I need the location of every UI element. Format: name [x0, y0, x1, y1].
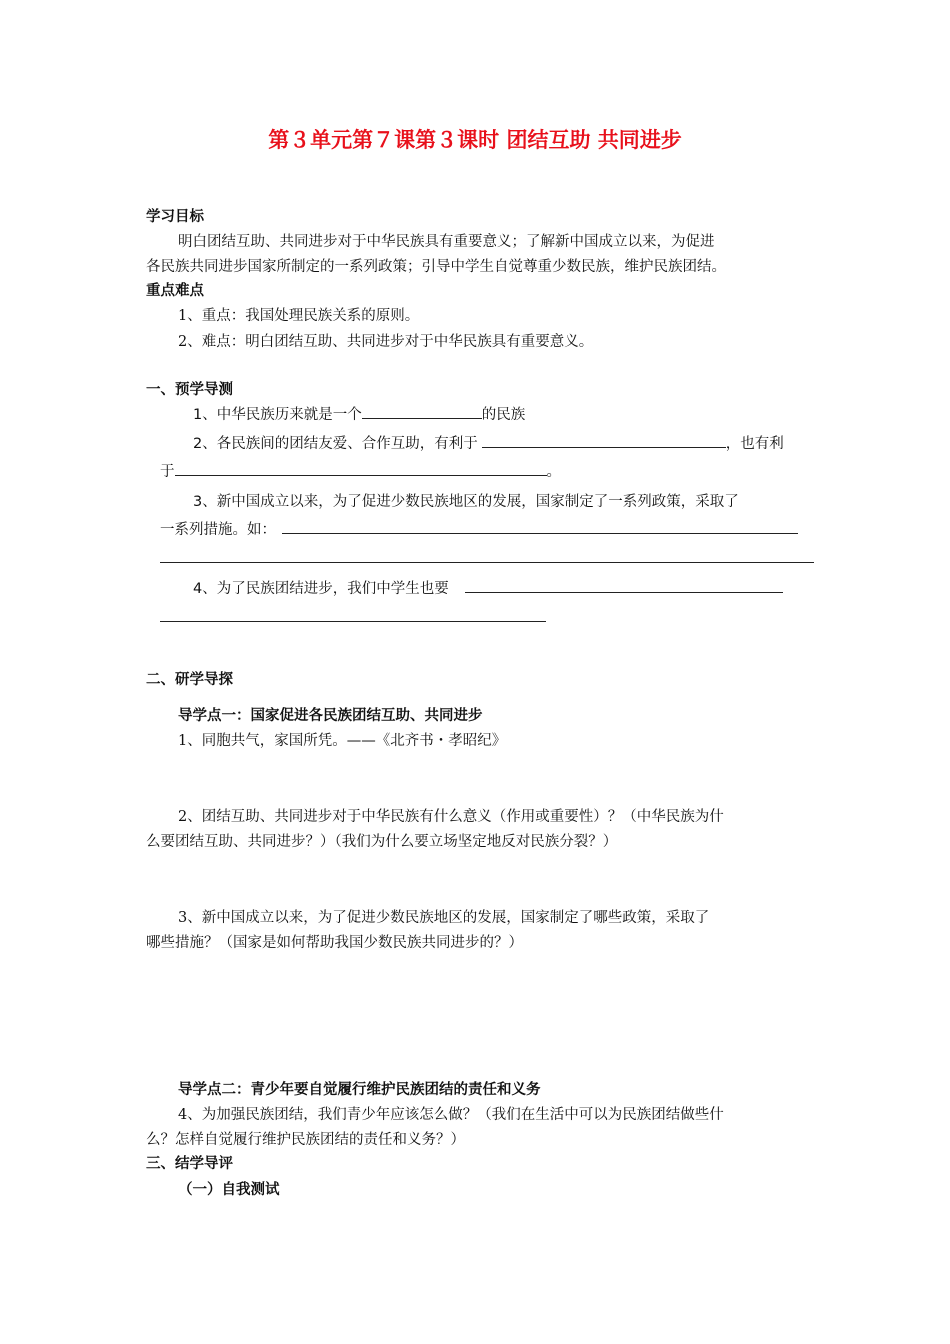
question-text: 一系列措施。如：	[160, 522, 276, 538]
guide-point-1: 导学点一：国家促进各民族团结互助、共同进步	[178, 708, 483, 724]
question-text: 2、各民族间的团结友爱、合作互助，有利于	[193, 436, 478, 452]
answer-blank[interactable]	[362, 404, 482, 419]
preview-question-1	[193, 403, 525, 424]
section2-heading: 二、研学导探	[146, 672, 233, 688]
preview-question-2	[193, 432, 784, 453]
answer-line[interactable]	[160, 562, 814, 563]
question-item-2-line2: 么要团结互助、共同进步？）（我们为什么要立场坚定地反对民族分裂？）	[146, 834, 618, 850]
objectives-text-line2: 各民族共同进步国家所制定的一系列政策；引导中学生自觉尊重少数民族，维护民族团结。	[146, 259, 726, 275]
objectives-heading: 学习目标	[146, 209, 204, 225]
question-item-2-line1: 2、团结互助、共同进步对于中华民族有什么意义（作用或重要性）？（中华民族为什	[178, 809, 724, 825]
objectives-text-line1: 明白团结互助、共同进步对于中华民族具有重要意义；了解新中国成立以来，为促进	[178, 234, 715, 250]
question-item-4-line2: 么？怎样自觉履行维护民族团结的责任和义务？）	[146, 1132, 465, 1148]
page-title: 第３单元第７课第３课时 团结互助 共同进步	[268, 128, 682, 152]
quote-item-1: 1、同胞共气，家国所凭。——《北齐书・孝昭纪》	[178, 733, 507, 749]
self-test-heading: （一）自我测试	[178, 1182, 280, 1198]
question-text: 于	[160, 464, 175, 480]
section3-heading: 三、结学导评	[146, 1156, 233, 1172]
key-point-item-2: 2、难点：明白团结互助、共同进步对于中华民族具有重要意义。	[178, 334, 594, 350]
question-text: 1、中华民族历来就是一个	[193, 407, 362, 423]
question-item-3-line2: 哪些措施？（国家是如何帮助我国少数民族共同进步的？）	[146, 935, 523, 951]
question-item-3-line1: 3、新中国成立以来，为了促进少数民族地区的发展，国家制定了哪些政策，采取了	[178, 910, 710, 926]
key-point-item-1: 1、重点：我国处理民族关系的原则。	[178, 308, 420, 324]
question-text: 。	[546, 464, 561, 480]
question-item-4-line1: 4、为加强民族团结，我们青少年应该怎么做？（我们在生活中可以为民族团结做些什	[178, 1107, 724, 1123]
section1-heading: 一、预学导测	[146, 382, 233, 398]
question-text: 的民族	[481, 407, 526, 423]
preview-question-3-cont	[160, 518, 798, 539]
question-text: 4、为了民族团结进步，我们中学生也要	[193, 581, 449, 597]
preview-question-2-cont	[160, 460, 561, 481]
question-text: ，也有利	[725, 436, 784, 452]
preview-question-3: 3、新中国成立以来，为了促进少数民族地区的发展，国家制定了一系列政策，采取了	[193, 494, 739, 510]
answer-blank[interactable]	[175, 461, 547, 476]
guide-point-2: 导学点二：青少年要自觉履行维护民族团结的责任和义务	[178, 1082, 541, 1098]
answer-blank[interactable]	[465, 578, 783, 593]
answer-blank[interactable]	[282, 519, 798, 534]
preview-question-4	[193, 577, 783, 598]
key-points-heading: 重点难点	[146, 283, 204, 299]
answer-line[interactable]	[160, 621, 546, 622]
answer-blank[interactable]	[482, 433, 726, 448]
